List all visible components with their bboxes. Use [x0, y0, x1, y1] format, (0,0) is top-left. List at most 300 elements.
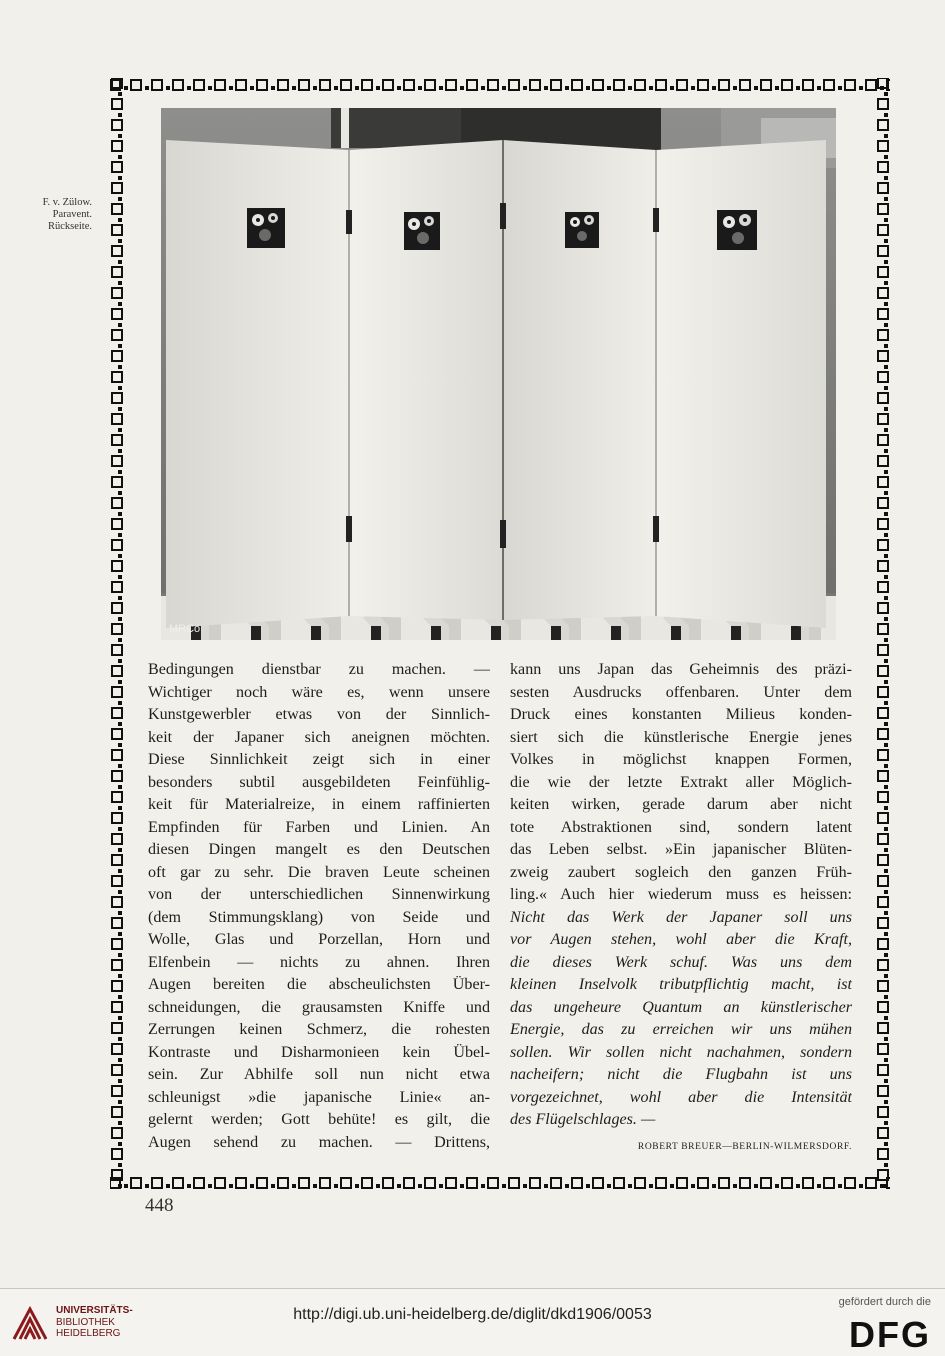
border-ornament — [341, 1178, 351, 1188]
border-ornament — [112, 120, 122, 130]
border-ornament — [884, 722, 888, 726]
border-right — [876, 78, 890, 1190]
border-ornament — [878, 750, 888, 760]
border-ornament — [173, 1178, 183, 1188]
border-ornament — [118, 449, 122, 453]
border-ornament — [112, 414, 122, 424]
border-ornament — [878, 540, 888, 550]
border-ornament — [712, 1184, 716, 1188]
border-ornament — [112, 918, 122, 928]
border-ornament — [118, 638, 122, 642]
border-ornament — [884, 365, 888, 369]
border-ornament — [152, 1178, 162, 1188]
border-ornament — [257, 1178, 267, 1188]
border-ornament — [112, 1044, 122, 1054]
border-ornament — [215, 1178, 225, 1188]
border-ornament — [118, 848, 122, 852]
border-ornament — [118, 743, 122, 747]
border-ornament — [118, 953, 122, 957]
text-line: Augen sehend zu machen. — Drittens, — [148, 1133, 490, 1151]
border-ornament — [635, 1178, 645, 1188]
border-ornament — [614, 1178, 624, 1188]
border-ornament — [118, 1037, 122, 1041]
border-ornament — [884, 764, 888, 768]
border-ornament — [878, 708, 888, 718]
border-ornament — [502, 1184, 506, 1188]
border-ornament — [257, 80, 267, 90]
border-ornament — [118, 575, 122, 579]
border-ornament — [446, 80, 456, 90]
border-ornament — [118, 155, 122, 159]
text-line: sein. Zur Abhilfe soll nun nicht etwa — [148, 1066, 490, 1083]
border-ornament — [112, 792, 122, 802]
border-ornament — [761, 80, 771, 90]
border-ornament — [884, 218, 888, 222]
border-ornament — [118, 113, 122, 117]
border-ornament — [112, 351, 122, 361]
border-ornament — [118, 302, 122, 306]
border-ornament — [397, 1184, 401, 1188]
border-ornament — [878, 981, 888, 991]
border-ornament — [229, 86, 233, 90]
border-ornament — [878, 603, 888, 613]
text-line: Wolle, Glas und Porzellan, Horn und — [148, 931, 490, 948]
border-ornament — [884, 344, 888, 348]
text-line: sesten Ausdrucks offenbaren. Unter dem — [510, 683, 852, 701]
border-ornament — [884, 491, 888, 495]
border-ornament — [803, 1178, 813, 1188]
border-ornament — [838, 86, 842, 90]
border-ornament — [118, 533, 122, 537]
border-ornament — [656, 1178, 666, 1188]
border-ornament — [112, 99, 122, 109]
border-ornament — [236, 1178, 246, 1188]
border-ornament — [460, 86, 464, 90]
border-ornament — [502, 86, 506, 90]
border-ornament — [824, 80, 834, 90]
border-ornament — [118, 1058, 122, 1062]
border-ornament — [112, 666, 122, 676]
border-ornament — [112, 246, 122, 256]
border-ornament — [355, 86, 359, 90]
border-ornament — [292, 86, 296, 90]
border-ornament — [544, 1184, 548, 1188]
text-column-left — [148, 659, 490, 1154]
text-line: Wichtiger noch wäre es, wenn unsere — [148, 683, 490, 701]
border-ornament — [118, 890, 122, 894]
border-ornament — [884, 680, 888, 684]
border-ornament — [112, 477, 122, 487]
border-ornament — [118, 554, 122, 558]
border-ornament — [884, 659, 888, 663]
border-top — [110, 78, 890, 92]
border-ornament — [118, 323, 122, 327]
border-ornament — [118, 407, 122, 411]
border-ornament — [118, 470, 122, 474]
border-ornament — [341, 80, 351, 90]
border-ornament — [733, 1184, 737, 1188]
border-ornament — [118, 806, 122, 810]
border-ornament — [878, 1086, 888, 1096]
border-ornament — [112, 309, 122, 319]
border-ornament — [884, 449, 888, 453]
folding-screen-photo — [161, 108, 836, 640]
text-line: Druck eines konstanten Milieus konden- — [510, 706, 852, 723]
text-line: besonders subtil ausgebildeten Feinfühlig- — [148, 773, 490, 791]
border-ornament — [878, 141, 888, 151]
border-ornament — [878, 1023, 888, 1033]
border-ornament — [884, 1016, 888, 1020]
dfg-logo[interactable]: DFG — [849, 1314, 931, 1355]
border-ornament — [878, 939, 888, 949]
border-ornament — [404, 80, 414, 90]
border-ornament — [488, 80, 498, 90]
border-ornament — [884, 575, 888, 579]
border-ornament — [112, 1149, 122, 1159]
border-ornament — [418, 1184, 422, 1188]
border-ornament — [565, 1184, 569, 1188]
border-ornament — [118, 344, 122, 348]
border-ornament — [878, 876, 888, 886]
border-ornament — [782, 1178, 792, 1188]
text-line: Empfinden für Farben und Linien. An — [148, 818, 490, 836]
text-line: Energie, das zu erreichen wir uns mühen — [510, 1021, 852, 1038]
border-ornament — [878, 414, 888, 424]
border-ornament — [878, 372, 888, 382]
border-ornament — [118, 1163, 122, 1167]
border-ornament — [118, 722, 122, 726]
border-ornament — [112, 624, 122, 634]
text-line: des Flügelschlages. — — [510, 1111, 656, 1128]
text-line: zweig zaubert sogleich den ganzen Früh- — [510, 863, 852, 881]
border-ornament — [878, 99, 888, 109]
border-ornament — [208, 86, 212, 90]
border-ornament — [884, 848, 888, 852]
border-ornament — [118, 785, 122, 789]
text-line: gelernt werden; Gott behüte! es gilt, die — [148, 1111, 490, 1128]
border-ornament — [878, 393, 888, 403]
border-ornament — [878, 498, 888, 508]
border-ornament — [782, 80, 792, 90]
border-ornament — [761, 1178, 771, 1188]
border-ornament — [124, 1184, 128, 1188]
border-ornament — [112, 162, 122, 172]
border-ornament — [878, 1002, 888, 1012]
border-ornament — [118, 491, 122, 495]
border-ornament — [118, 218, 122, 222]
border-ornament — [884, 995, 888, 999]
border-ornament — [118, 995, 122, 999]
border-ornament — [824, 1178, 834, 1188]
text-line: Nicht das Werk der Japaner soll uns — [510, 908, 852, 926]
border-ornament — [670, 86, 674, 90]
border-ornament — [698, 80, 708, 90]
border-ornament — [425, 1178, 435, 1188]
sponsor-text: gefördert durch die — [838, 1296, 931, 1308]
border-ornament — [878, 1128, 888, 1138]
text-line: vor Augen stehen, wohl aber die Kraft, — [510, 931, 852, 948]
border-ornament — [112, 1170, 122, 1180]
border-ornament — [614, 80, 624, 90]
border-ornament — [215, 80, 225, 90]
border-ornament — [118, 428, 122, 432]
border-ornament — [278, 1178, 288, 1188]
border-ornament — [131, 1178, 141, 1188]
border-ornament — [145, 86, 149, 90]
border-ornament — [460, 1184, 464, 1188]
border-ornament — [112, 897, 122, 907]
border-ornament — [112, 225, 122, 235]
border-ornament — [112, 687, 122, 697]
border-ornament — [740, 80, 750, 90]
border-ornament — [878, 78, 888, 88]
border-ornament — [878, 771, 888, 781]
border-ornament — [719, 1178, 729, 1188]
border-ornament — [878, 435, 888, 445]
border-ornament — [118, 659, 122, 663]
border-ornament — [112, 708, 122, 718]
border-ornament — [166, 86, 170, 90]
border-ornament — [884, 554, 888, 558]
border-ornament — [607, 1184, 611, 1188]
border-ornament — [313, 86, 317, 90]
border-ornament — [187, 86, 191, 90]
border-ornament — [775, 1184, 779, 1188]
border-ornament — [439, 1184, 443, 1188]
border-ornament — [551, 80, 561, 90]
border-ornament — [878, 162, 888, 172]
border-ornament — [878, 225, 888, 235]
border-ornament — [884, 323, 888, 327]
border-ornament — [439, 86, 443, 90]
text-line: keit für Materialreize, in einem raffinierten — [148, 796, 490, 813]
border-ornament — [112, 540, 122, 550]
border-ornament — [467, 80, 477, 90]
border-ornament — [320, 80, 330, 90]
border-ornament — [712, 86, 716, 90]
border-ornament — [878, 813, 888, 823]
border-ornament — [118, 617, 122, 621]
border-ornament — [112, 1023, 122, 1033]
text-line: Zerrungen keinen Schmerz, die rohesten — [148, 1021, 490, 1038]
border-ornament — [250, 1184, 254, 1188]
border-ornament — [656, 80, 666, 90]
border-ornament — [884, 806, 888, 810]
border-ornament — [628, 1184, 632, 1188]
border-ornament — [118, 365, 122, 369]
text-line: keit der Japaner sich aneignen möchten. — [148, 728, 490, 746]
border-ornament — [884, 197, 888, 201]
border-ornament — [112, 1107, 122, 1117]
border-ornament — [112, 561, 122, 571]
border-ornament — [878, 1149, 888, 1159]
border-ornament — [691, 86, 695, 90]
border-ornament — [649, 86, 653, 90]
border-ornament — [878, 204, 888, 214]
border-ornament — [670, 1184, 674, 1188]
border-ornament — [878, 330, 888, 340]
border-ornament — [355, 1184, 359, 1188]
border-ornament — [719, 80, 729, 90]
border-ornament — [817, 86, 821, 90]
page-number: 448 — [145, 1195, 174, 1216]
border-ornament — [884, 827, 888, 831]
border-ornament — [586, 1184, 590, 1188]
border-ornament — [271, 86, 275, 90]
border-ornament — [884, 953, 888, 957]
border-ornament — [118, 281, 122, 285]
library-line-1: UNIVERSITÄTS- — [56, 1305, 133, 1316]
border-ornament — [488, 1178, 498, 1188]
border-ornament — [551, 1178, 561, 1188]
text-line: diesen Dingen mangelt es den Deutschen — [148, 841, 490, 858]
border-ornament — [884, 911, 888, 915]
border-ornament — [878, 918, 888, 928]
border-ornament — [112, 393, 122, 403]
border-ornament — [383, 80, 393, 90]
border-ornament — [112, 876, 122, 886]
border-left — [110, 78, 124, 1190]
flower-tile-3 — [565, 212, 599, 248]
text-line: Elfenbein — nichts zu ahnen. Ihren — [148, 953, 490, 971]
border-ornament — [878, 960, 888, 970]
border-ornament — [878, 729, 888, 739]
border-ornament — [112, 204, 122, 214]
border-ornament — [118, 197, 122, 201]
border-ornament — [118, 869, 122, 873]
border-ornament — [425, 80, 435, 90]
border-ornament — [733, 86, 737, 90]
border-ornament — [118, 1121, 122, 1125]
border-ornament — [118, 1079, 122, 1083]
border-ornament — [250, 86, 254, 90]
border-ornament — [878, 246, 888, 256]
text-line: siert sich die künstlerische Energie jenes — [510, 728, 852, 746]
border-ornament — [878, 351, 888, 361]
border-ornament — [118, 827, 122, 831]
border-ornament — [878, 582, 888, 592]
border-ornament — [112, 330, 122, 340]
border-ornament — [118, 911, 122, 915]
border-ornament — [118, 1184, 122, 1188]
border-ornament — [118, 1100, 122, 1104]
border-ornament — [118, 92, 122, 96]
text-column-right — [510, 659, 852, 1132]
border-ornament — [404, 1178, 414, 1188]
border-ornament — [299, 1178, 309, 1188]
border-ornament — [446, 1178, 456, 1188]
border-ornament — [530, 1178, 540, 1188]
border-ornament — [884, 302, 888, 306]
border-ornament — [530, 80, 540, 90]
border-ornament — [112, 771, 122, 781]
border-ornament — [118, 386, 122, 390]
border-ornament — [112, 141, 122, 151]
text-line: das Leben selbst. »Ein japanischer Blüten- — [510, 841, 852, 858]
border-ornament — [523, 1184, 527, 1188]
border-ornament — [118, 596, 122, 600]
text-line: kann uns Japan das Geheimnis des präzi- — [510, 661, 852, 678]
border-ornament — [112, 981, 122, 991]
border-ornament — [796, 86, 800, 90]
caption-title: Paravent. — [52, 209, 92, 220]
border-ornament — [467, 1178, 477, 1188]
border-ornament — [152, 80, 162, 90]
border-ornament — [884, 1037, 888, 1041]
border-ornament — [878, 792, 888, 802]
border-ornament — [884, 932, 888, 936]
border-ornament — [112, 645, 122, 655]
flower-tile-2 — [404, 212, 440, 250]
border-ornament — [878, 1065, 888, 1075]
border-ornament — [299, 80, 309, 90]
text-line: nacheifern; nicht die Flugbahn ist uns — [510, 1066, 852, 1083]
border-ornament — [187, 1184, 191, 1188]
border-ornament — [884, 92, 888, 96]
border-ornament — [884, 176, 888, 180]
photo-monogram: MRCo — [169, 623, 201, 635]
border-ornament — [112, 267, 122, 277]
border-ornament — [817, 1184, 821, 1188]
flower-tile-4 — [717, 210, 757, 250]
border-ornament — [884, 638, 888, 642]
border-ornament — [884, 1058, 888, 1062]
border-ornament — [112, 519, 122, 529]
border-ornament — [112, 960, 122, 970]
border-ornament — [118, 134, 122, 138]
border-ornament — [878, 1107, 888, 1117]
text-line: die dieses Werk schuf. Was uns dem — [510, 953, 852, 971]
source-url-link[interactable]: http://digi.ub.uni-heidelberg.de/diglit/dkd1906/0053 — [293, 1306, 652, 1323]
border-ornament — [775, 86, 779, 90]
text-line: Augen bereiten die abscheulichsten Über- — [148, 976, 490, 993]
border-ornament — [194, 80, 204, 90]
border-ornament — [112, 582, 122, 592]
border-ornament — [118, 1016, 122, 1020]
text-line: sollen. Wir sollen nicht nachahmen, sondern — [510, 1043, 852, 1061]
border-ornament — [878, 120, 888, 130]
border-ornament — [754, 86, 758, 90]
library-line-3: HEIDELBERG — [56, 1328, 121, 1339]
border-ornament — [112, 435, 122, 445]
border-ornament — [593, 1178, 603, 1188]
border-ornament — [884, 1121, 888, 1125]
text-line: von der unterschiedlichen Sinnenwirkung — [148, 886, 490, 903]
border-ornament — [362, 80, 372, 90]
border-ornament — [884, 743, 888, 747]
border-ornament — [628, 86, 632, 90]
border-ornament — [884, 1100, 888, 1104]
border-ornament — [118, 974, 122, 978]
border-ornament — [878, 309, 888, 319]
border-ornament — [878, 183, 888, 193]
border-ornament — [118, 176, 122, 180]
border-ornament — [884, 113, 888, 117]
border-ornament — [884, 1163, 888, 1167]
border-ornament — [320, 1178, 330, 1188]
border-ornament — [884, 869, 888, 873]
border-ornament — [112, 1128, 122, 1138]
border-ornament — [884, 1079, 888, 1083]
border-ornament — [271, 1184, 275, 1188]
border-ornament — [884, 281, 888, 285]
border-ornament — [878, 855, 888, 865]
border-ornament — [118, 260, 122, 264]
border-ornament — [112, 288, 122, 298]
border-ornament — [884, 407, 888, 411]
border-ornament — [334, 86, 338, 90]
border-ornament — [884, 155, 888, 159]
